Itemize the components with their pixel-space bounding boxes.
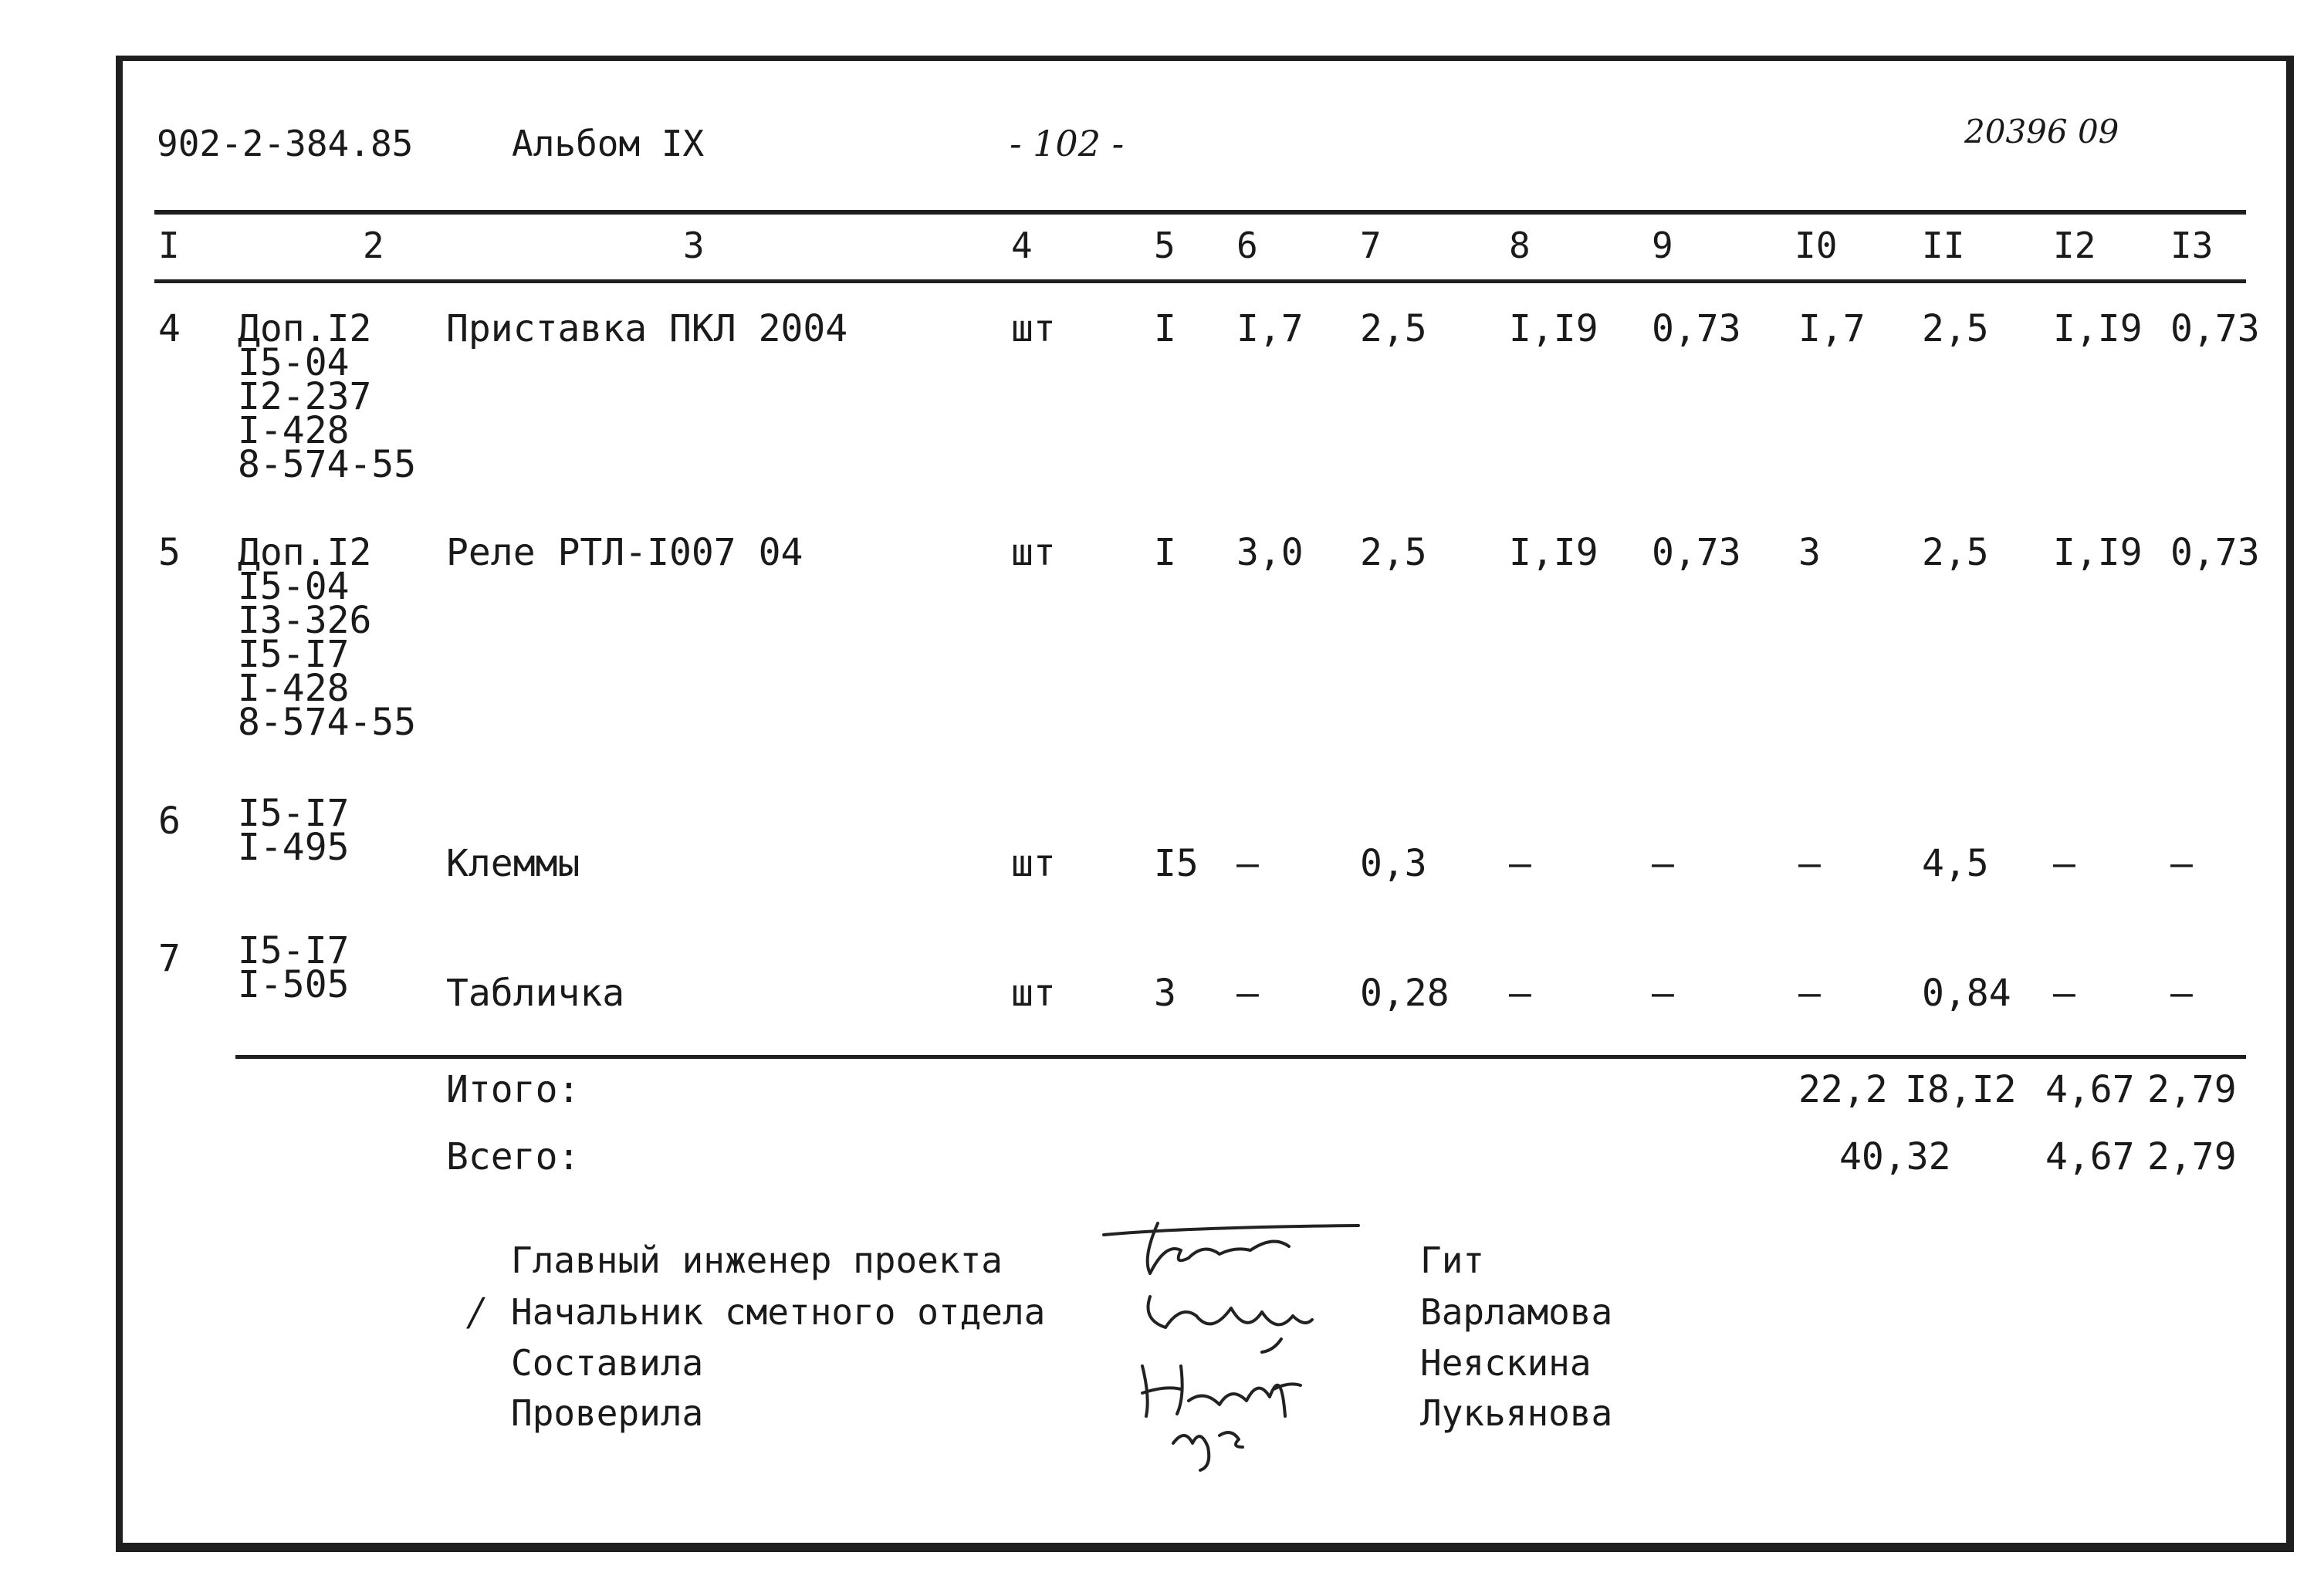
role-head-estimates: Начальник сметного отдела (511, 1291, 1046, 1333)
vsego-col10-11: 40,32 (1839, 1135, 1951, 1178)
column-number-12: I2 (2053, 225, 2096, 266)
value-c7: 0,28 (1360, 972, 1450, 1015)
column-number-7: 7 (1360, 225, 1382, 266)
value-c5: I (1154, 531, 1176, 574)
norm-code: I5-I7 (238, 929, 350, 972)
column-number-10: I0 (1795, 225, 1838, 266)
norm-code: I2-237 (238, 375, 372, 418)
value-c9: – (1652, 842, 1674, 885)
value-c7: 2,5 (1360, 307, 1427, 350)
itogo-col11: I8,I2 (1905, 1068, 2017, 1111)
value-c7: 2,5 (1360, 531, 1427, 574)
value-c6: 3,0 (1236, 531, 1304, 574)
column-number-3: 3 (683, 225, 705, 266)
itogo-label: Итого: (446, 1068, 580, 1111)
value-c12: I,I9 (2053, 531, 2143, 574)
value-c9: – (1652, 972, 1674, 1015)
role-chief-engineer: Главный инженер проекта (511, 1239, 1003, 1281)
value-c13: 0,73 (2170, 307, 2260, 350)
value-c11: 2,5 (1922, 531, 1989, 574)
norm-code: Доп.I2 (238, 307, 372, 350)
norm-code: 8-574-55 (238, 443, 417, 486)
itogo-col13: 2,79 (2147, 1068, 2237, 1111)
name-head-estimates: Варламова (1420, 1291, 1613, 1333)
value-c10: 3 (1798, 531, 1821, 574)
row-number: 7 (158, 937, 181, 980)
item-name: Реле РТЛ-I007 04 (446, 531, 803, 574)
itogo-col10: 22,2 (1798, 1068, 1888, 1111)
row-number: 6 (158, 800, 181, 843)
row-number: 4 (158, 307, 181, 350)
value-c12: – (2053, 972, 2075, 1015)
norm-code: I5-04 (238, 341, 350, 384)
item-unit: шт (1011, 307, 1056, 350)
norm-code: I5-04 (238, 565, 350, 608)
item-name: Приставка ПКЛ 2004 (446, 307, 848, 350)
norm-code: I-428 (238, 409, 350, 452)
page-number: - 102 - (1010, 123, 1125, 164)
name-compiled: Неяскина (1420, 1342, 1592, 1384)
value-c10: I,7 (1798, 307, 1866, 350)
column-number-4: 4 (1011, 225, 1033, 266)
value-c13: 0,73 (2170, 531, 2260, 574)
value-c5: I (1154, 307, 1176, 350)
value-c12: I,I9 (2053, 307, 2143, 350)
value-c5: I5 (1154, 842, 1199, 885)
value-c9: 0,73 (1652, 531, 1741, 574)
value-c5: 3 (1154, 972, 1176, 1015)
value-c10: – (1798, 972, 1821, 1015)
norm-code: 8-574-55 (238, 701, 417, 744)
value-c11: 0,84 (1922, 972, 2011, 1015)
itogo-col12: 4,67 (2045, 1068, 2135, 1111)
value-c8: I,I9 (1509, 531, 1598, 574)
value-c7: 0,3 (1360, 842, 1427, 885)
item-unit: шт (1011, 531, 1056, 574)
value-c13: – (2170, 842, 2193, 885)
item-unit: шт (1011, 972, 1056, 1015)
column-number-2: 2 (363, 225, 384, 266)
value-c8: I,I9 (1509, 307, 1598, 350)
value-c13: – (2170, 972, 2193, 1015)
column-number-5: 5 (1154, 225, 1176, 266)
norm-code: I-428 (238, 667, 350, 710)
value-c6: I,7 (1236, 307, 1304, 350)
value-c12: – (2053, 842, 2075, 885)
norm-code: Доп.I2 (238, 531, 372, 574)
norm-code: I3-326 (238, 599, 372, 642)
norm-code: I5-I7 (238, 792, 350, 835)
column-number-13: I3 (2170, 225, 2214, 266)
handwritten-signatures (1096, 1212, 1389, 1474)
album-label: Альбом IX (512, 123, 705, 164)
value-c8: – (1509, 842, 1531, 885)
role-compiled: Составила (511, 1342, 704, 1384)
vsego-label: Всего: (446, 1135, 580, 1178)
norm-code: I-495 (238, 826, 350, 869)
row-number: 5 (158, 531, 181, 574)
value-c11: 4,5 (1922, 842, 1989, 885)
name-chief-engineer: Гит (1420, 1239, 1485, 1281)
column-number-6: 6 (1236, 225, 1258, 266)
checkmark-mark: / (469, 1290, 482, 1334)
value-c10: – (1798, 842, 1821, 885)
column-number-1: I (158, 225, 180, 266)
norm-code: I5-I7 (238, 633, 350, 676)
vsego-col13: 2,79 (2147, 1135, 2237, 1178)
item-unit: шт (1011, 842, 1056, 885)
inventory-number: 20396 09 (1964, 113, 2119, 150)
totals-rule (235, 1055, 2246, 1059)
value-c9: 0,73 (1652, 307, 1741, 350)
norm-code: I-505 (238, 963, 350, 1006)
value-c8: – (1509, 972, 1531, 1015)
column-number-8: 8 (1509, 225, 1531, 266)
column-number-11: II (1922, 225, 1965, 266)
doc-code: 902-2-384.85 (157, 123, 414, 164)
vsego-col12: 4,67 (2045, 1135, 2135, 1178)
value-c11: 2,5 (1922, 307, 1989, 350)
name-checked: Лукьянова (1420, 1392, 1613, 1434)
item-name: Табличка (446, 972, 625, 1015)
value-c6: – (1236, 842, 1259, 885)
header-top-rule (154, 210, 2246, 215)
item-name: Клеммы (446, 842, 580, 885)
value-c6: – (1236, 972, 1259, 1015)
column-number-9: 9 (1652, 225, 1673, 266)
role-checked: Проверила (511, 1392, 704, 1434)
header-bottom-rule (154, 279, 2246, 283)
